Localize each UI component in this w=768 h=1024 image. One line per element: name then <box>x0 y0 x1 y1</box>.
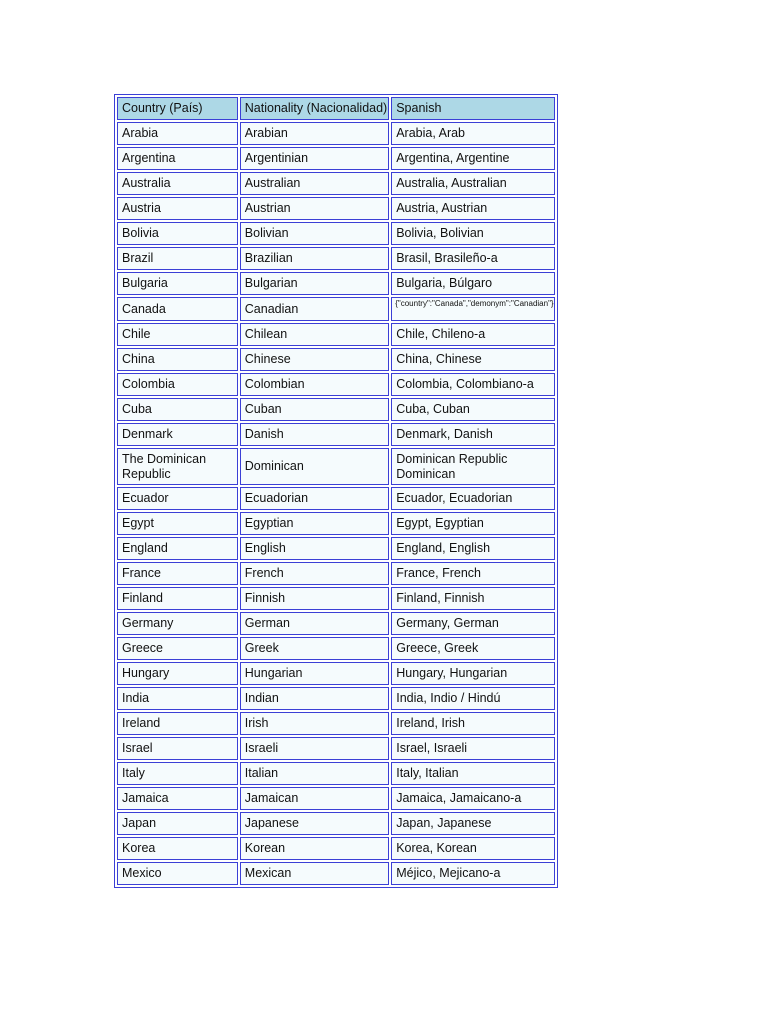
table-row <box>117 862 555 885</box>
country-cell: Israel <box>117 737 238 760</box>
table-row <box>117 197 555 220</box>
country-cell: Ecuador <box>117 487 238 510</box>
nationality-cell: Bolivian <box>240 222 389 245</box>
table-row <box>117 147 555 170</box>
table-row <box>117 737 555 760</box>
country-cell: Ireland <box>117 712 238 735</box>
spanish-cell: Méjico, Mejicano-a <box>391 862 555 885</box>
spanish-cell: Bolivia, Bolivian <box>391 222 555 245</box>
nationality-cell: Argentinian <box>240 147 389 170</box>
country-cell: Bolivia <box>117 222 238 245</box>
table-row <box>117 762 555 785</box>
spanish-cell: Dominican Republic Dominican <box>391 448 555 485</box>
country-cell: Bulgaria <box>117 272 238 295</box>
nationality-cell: Danish <box>240 423 389 446</box>
table-row <box>117 562 555 585</box>
table-row <box>117 122 555 145</box>
spanish-cell: Korea, Korean <box>391 837 555 860</box>
table-row <box>117 812 555 835</box>
country-cell: Arabia <box>117 122 238 145</box>
spanish-cell: India, Indio / Hindú <box>391 687 555 710</box>
nationality-cell: Austrian <box>240 197 389 220</box>
spanish-cell: Austria, Austrian <box>391 197 555 220</box>
table-row <box>117 487 555 510</box>
country-cell: Mexico <box>117 862 238 885</box>
table-row <box>117 537 555 560</box>
nationality-cell: Hungarian <box>240 662 389 685</box>
spanish-cell: France, French <box>391 562 555 585</box>
spanish-cell: Egypt, Egyptian <box>391 512 555 535</box>
country-cell: Italy <box>117 762 238 785</box>
table-row <box>117 637 555 660</box>
spanish-cell: Brasil, Brasileño-a <box>391 247 555 270</box>
table-row <box>117 712 555 735</box>
country-cell: England <box>117 537 238 560</box>
table-row <box>117 687 555 710</box>
nationality-cell: Greek <box>240 637 389 660</box>
nationality-cell: Dominican <box>240 448 389 485</box>
country-cell: Korea <box>117 837 238 860</box>
nationality-cell: Irish <box>240 712 389 735</box>
country-cell: Colombia <box>117 373 238 396</box>
nationality-cell: Colombian <box>240 373 389 396</box>
nationality-table <box>114 94 558 888</box>
nationality-cell: French <box>240 562 389 585</box>
spanish-cell: Colombia, Colombiano-a <box>391 373 555 396</box>
nationality-cell: Canadian <box>240 297 389 321</box>
table-row <box>117 373 555 396</box>
country-cell: Egypt <box>117 512 238 535</box>
spanish-cell: Bulgaria, Búlgaro <box>391 272 555 295</box>
country-cell: Germany <box>117 612 238 635</box>
table-row <box>117 837 555 860</box>
country-cell: Argentina <box>117 147 238 170</box>
table-row <box>117 398 555 421</box>
nationality-cell: German <box>240 612 389 635</box>
table-header-row <box>117 97 555 120</box>
nationality-cell: Israeli <box>240 737 389 760</box>
spanish-cell: Ecuador, Ecuadorian <box>391 487 555 510</box>
table-row <box>117 172 555 195</box>
country-cell: Hungary <box>117 662 238 685</box>
spanish-cell: Cuba, Cuban <box>391 398 555 421</box>
nationality-cell: Brazilian <box>240 247 389 270</box>
nationality-cell: English <box>240 537 389 560</box>
nationality-cell: Jamaican <box>240 787 389 810</box>
country-cell: The Dominican Republic <box>117 448 238 485</box>
country-cell: Cuba <box>117 398 238 421</box>
spanish-cell: Germany, German <box>391 612 555 635</box>
country-cell: Australia <box>117 172 238 195</box>
table-row <box>117 297 555 321</box>
spanish-cell: Argentina, Argentine <box>391 147 555 170</box>
table-row <box>117 448 555 485</box>
nationality-cell: Korean <box>240 837 389 860</box>
nationality-cell: Japanese <box>240 812 389 835</box>
table-row <box>117 512 555 535</box>
country-cell: Brazil <box>117 247 238 270</box>
country-cell: India <box>117 687 238 710</box>
table-row <box>117 222 555 245</box>
nationality-cell: Cuban <box>240 398 389 421</box>
table-row <box>117 323 555 346</box>
table-row <box>117 612 555 635</box>
spanish-cell: Greece, Greek <box>391 637 555 660</box>
nationality-cell: Bulgarian <box>240 272 389 295</box>
table-row <box>117 272 555 295</box>
spanish-cell: China, Chinese <box>391 348 555 371</box>
table-row <box>117 787 555 810</box>
nationality-cell: Chilean <box>240 323 389 346</box>
spanish-cell: Ireland, Irish <box>391 712 555 735</box>
country-cell: Jamaica <box>117 787 238 810</box>
spanish-cell: England, English <box>391 537 555 560</box>
country-cell: France <box>117 562 238 585</box>
nationality-cell: Chinese <box>240 348 389 371</box>
nationality-cell: Arabian <box>240 122 389 145</box>
nationality-cell: Indian <box>240 687 389 710</box>
spanish-cell: Denmark, Danish <box>391 423 555 446</box>
header-spanish: Spanish <box>391 97 555 120</box>
spanish-cell: Arabia, Arab <box>391 122 555 145</box>
table-row <box>117 348 555 371</box>
spanish-cell: Finland, Finnish <box>391 587 555 610</box>
table-row <box>117 587 555 610</box>
spanish-cell: Japan, Japanese <box>391 812 555 835</box>
country-cell: Japan <box>117 812 238 835</box>
header-country: Country (País) <box>117 97 238 120</box>
table-row <box>117 662 555 685</box>
country-cell: Chile <box>117 323 238 346</box>
nationality-cell: Mexican <box>240 862 389 885</box>
nationality-table-container <box>114 94 558 888</box>
country-cell: Finland <box>117 587 238 610</box>
country-cell: Greece <box>117 637 238 660</box>
spanish-cell: Chile, Chileno-a <box>391 323 555 346</box>
spanish-cell: Hungary, Hungarian <box>391 662 555 685</box>
spanish-cell: Australia, Australian <box>391 172 555 195</box>
spanish-cell: Jamaica, Jamaicano-a <box>391 787 555 810</box>
nationality-cell: Ecuadorian <box>240 487 389 510</box>
nationality-cell: Finnish <box>240 587 389 610</box>
table-row <box>117 247 555 270</box>
country-cell: Austria <box>117 197 238 220</box>
table-body <box>117 122 555 885</box>
spanish-cell: {"country":"Canada","demonym":"Canadian"} <box>391 297 555 321</box>
nationality-cell: Egyptian <box>240 512 389 535</box>
spanish-cell: Israel, Israeli <box>391 737 555 760</box>
country-cell: Denmark <box>117 423 238 446</box>
nationality-cell: Italian <box>240 762 389 785</box>
country-cell: China <box>117 348 238 371</box>
spanish-cell: Italy, Italian <box>391 762 555 785</box>
header-nationality: Nationality (Nacionalidad) <box>240 97 389 120</box>
table-row <box>117 423 555 446</box>
nationality-cell: Australian <box>240 172 389 195</box>
country-cell: Canada <box>117 297 238 321</box>
